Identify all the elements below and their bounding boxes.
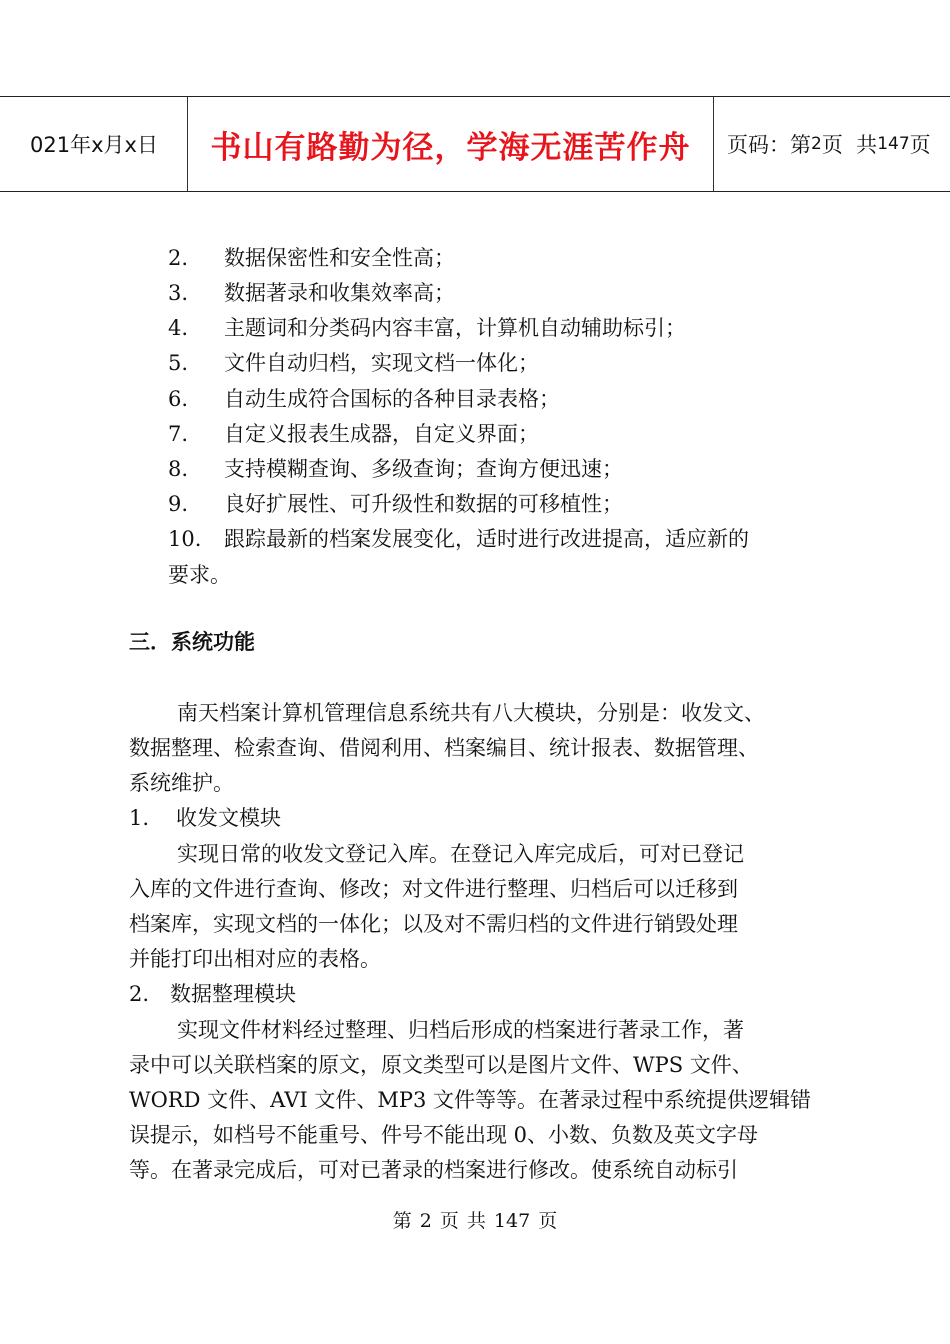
header-page-info [715, 97, 950, 191]
footer-page-total: 147 [493, 1210, 531, 1232]
list-item: 4. 主题词和分类码内容丰富，计算机自动辅助标引； [168, 316, 686, 340]
paragraph-line: 入库的文件进行查询、修改；对文件进行整理、归档后可以迁移到 [129, 877, 738, 901]
footer-text: 页 [439, 1210, 459, 1232]
paragraph-line: WORD 文件、AVI 文件、MP3 文件等等。在著录过程中系统提供逻辑错 [129, 1088, 812, 1112]
paragraph-line: 录中可以关联档案的原文，原文类型可以是图片文件、WPS 文件、 [129, 1053, 753, 1077]
paragraph-line: 误提示，如档号不能重号、件号不能出现 0、小数、负数及英文字母 [129, 1123, 759, 1147]
header-motto: 书山有路勤为径，学海无涯苦作舟 [187, 97, 714, 191]
header-page-label: 页码：第 [727, 133, 811, 157]
list-item-continuation: 要求。 [168, 563, 231, 587]
paragraph-line: 档案库，实现文档的一体化；以及对不需归档的文件进行销毁处理 [129, 912, 738, 936]
list-item: 5. 文件自动归档，实现文档一体化； [168, 351, 539, 375]
footer-text: 页 [538, 1210, 558, 1232]
header-date: 021年x月x日 [30, 133, 158, 157]
page-header [0, 96, 950, 192]
list-item: 7. 自定义报表生成器，自定义界面； [168, 422, 539, 446]
list-item: 3. 数据著录和收集效率高； [168, 281, 455, 305]
header-page-num: 2 [811, 134, 822, 154]
footer-text: 第 [392, 1210, 412, 1232]
footer-page-num: 2 [419, 1210, 432, 1232]
header-page-mid: 页 共 [821, 133, 878, 157]
section-heading: 三．系统功能 [129, 630, 255, 654]
module-heading: 2. 数据整理模块 [129, 982, 296, 1006]
paragraph-line: 并能打印出相对应的表格。 [129, 947, 381, 971]
list-item: 6. 自动生成符合国标的各种目录表格； [168, 387, 560, 411]
module-heading: 1. 收发文模块 [129, 806, 281, 830]
footer-text: 共 [466, 1210, 486, 1232]
list-item: 9. 良好扩展性、可升级性和数据的可移植性； [168, 492, 623, 516]
paragraph-line: 南天档案计算机管理信息系统共有八大模块，分别是：收发文、 [177, 701, 765, 725]
list-item: 8. 支持模糊查询、多级查询；查询方便迅速； [168, 457, 623, 481]
list-item: 2. 数据保密性和安全性高； [168, 246, 455, 270]
header-page-end: 页 [909, 133, 931, 157]
header-page-total: 147 [877, 134, 910, 154]
paragraph-line: 实现文件材料经过整理、归档后形成的档案进行著录工作，著 [177, 1018, 744, 1042]
paragraph-line: 等。在著录完成后，可对已著录的档案进行修改。使系统自动标引 [129, 1158, 738, 1182]
paragraph-line: 数据整理、检索查询、借阅利用、档案编目、统计报表、数据管理、 [129, 736, 759, 760]
paragraph-line: 实现日常的收发文登记入库。在登记入库完成后，可对已登记 [177, 842, 744, 866]
list-item: 10. 跟踪最新的档案发展变化，适时进行改进提高，适应新的 [168, 527, 749, 551]
page-footer [0, 1206, 950, 1233]
paragraph-line: 系统维护。 [129, 771, 234, 795]
